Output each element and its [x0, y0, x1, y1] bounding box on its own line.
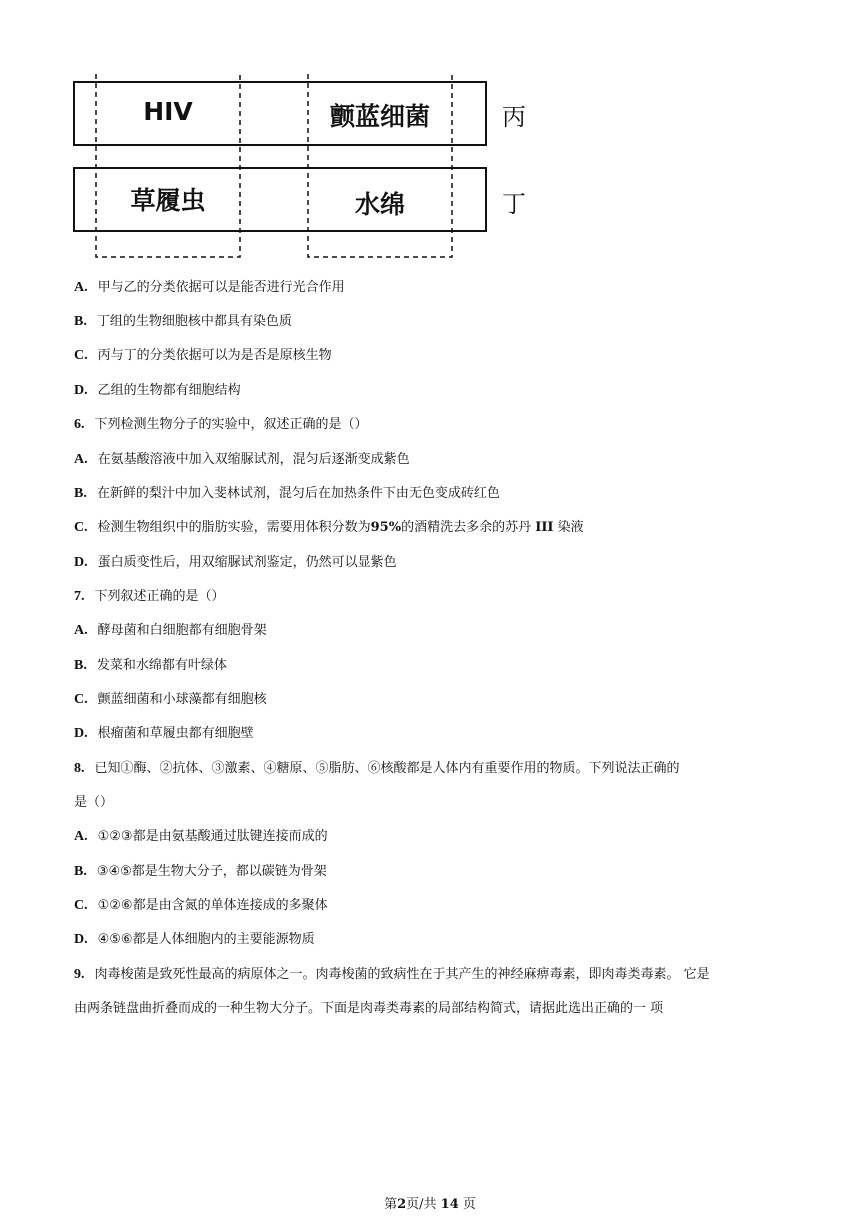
- classification-diagram: [60, 72, 560, 262]
- q6-option-c: C. 检测生物组织中的脂肪实验，需要用体积分数为95%的酒精洗去多余的苏丹 III 染液: [74, 520, 584, 535]
- q5-option-b: B. 丁组的生物细胞核中都具有染色质: [74, 314, 292, 329]
- q8-stem-line2: 是（）: [74, 795, 114, 810]
- q8-stem-line1: 8. 已知①酶、②抗体、③激素、④糖原、⑤脂肪、⑥核酸都是人体内有重要作用的物质。下列说法正确的: [74, 761, 680, 776]
- q7-option-b: B. 发菜和水绵都有叶绿体: [74, 658, 227, 673]
- q9-stem-line1: 9. 肉毒梭菌是致死性最高的病原体之一。肉毒梭菌的致病性在于其产生的神经麻痹毒素，即肉毒类毒素。 它是: [74, 967, 710, 982]
- q5-option-a: A. 甲与乙的分类依据可以是能否进行光合作用: [74, 280, 345, 295]
- q7-option-d: D. 根瘤菌和草履虫都有细胞壁: [74, 726, 254, 741]
- q8-option-b: B. ③④⑤都是生物大分子，都以碳链为骨架: [74, 864, 327, 879]
- q9-stem-line2: 由两条链盘曲折叠而成的一种生物大分子。下面是肉毒类毒素的局部结构简式，请据此选出正确的一 项: [74, 1001, 664, 1016]
- cell-cyanobacteria: 颤蓝细菌: [329, 102, 430, 131]
- page-footer: 第2页/共 14 页: [384, 1197, 476, 1212]
- cell-spirogyra: 水绵: [354, 190, 405, 219]
- q8-option-a: A. ①②③都是由氨基酸通过肽键连接而成的: [74, 829, 328, 844]
- cell-hiv: HIV: [143, 97, 193, 126]
- q8-option-c: C. ①②⑥都是由含氮的单体连接成的多聚体: [74, 898, 328, 913]
- q7-option-a: A. 酵母菌和白细胞都有细胞骨架: [74, 623, 267, 638]
- label-ding: 丁: [502, 190, 526, 218]
- cell-paramecium: 草履虫: [130, 186, 206, 215]
- q7-stem: 7. 下列叙述正确的是（）: [74, 589, 225, 604]
- q8-option-d: D. ④⑤⑥都是人体细胞内的主要能源物质: [74, 932, 315, 947]
- q5-option-d: D. 乙组的生物都有细胞结构: [74, 383, 241, 398]
- q6-option-a: A. 在氨基酸溶液中加入双缩脲试剂，混匀后逐渐变成紫色: [74, 452, 410, 467]
- q6-stem: 6. 下列检测生物分子的实验中，叙述正确的是（）: [74, 417, 368, 432]
- q6-option-b: B. 在新鲜的梨汁中加入斐林试剂，混匀后在加热条件下由无色变成砖红色: [74, 486, 500, 501]
- q5-option-c: C. 丙与丁的分类依据可以为是否是原核生物: [74, 348, 332, 363]
- q6-option-d: D. 蛋白质变性后，用双缩脲试剂鉴定，仍然可以显紫色: [74, 555, 397, 570]
- q7-option-c: C. 颤蓝细菌和小球藻都有细胞核: [74, 692, 267, 707]
- label-bing: 丙: [502, 103, 526, 131]
